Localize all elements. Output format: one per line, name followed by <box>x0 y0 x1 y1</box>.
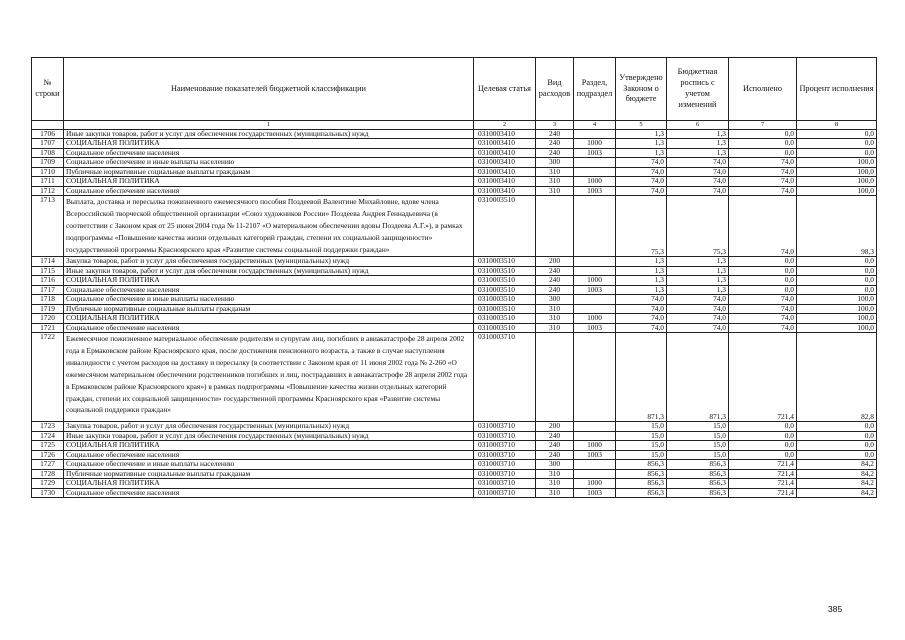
percent-cell: 0,0 <box>797 441 877 451</box>
indicator-name-cell: СОЦИАЛЬНАЯ ПОЛИТИКА <box>64 314 474 324</box>
row-number-cell: 1725 <box>32 441 64 451</box>
approved-cell: 15,0 <box>616 431 667 441</box>
approved-cell: 74,0 <box>616 158 667 168</box>
section-cell <box>574 469 616 479</box>
approved-cell: 74,0 <box>616 314 667 324</box>
target-article-cell: 0310003710 <box>474 450 536 460</box>
approved-cell: 1,3 <box>616 139 667 149</box>
indicator-name-cell: Публичные нормативные социальные выплаты гражданам <box>64 304 474 314</box>
table-row <box>32 323 877 333</box>
row-number-cell: 1729 <box>32 479 64 489</box>
indicator-name-cell: Социальное обеспечение населения <box>64 186 474 196</box>
expense-type-cell: 310 <box>536 323 574 333</box>
executed-cell: 721,4 <box>729 333 797 422</box>
target-article-cell: 0310003710 <box>474 422 536 432</box>
approved-cell: 871,3 <box>616 333 667 422</box>
budget-cell: 74,0 <box>667 158 729 168</box>
column-number <box>32 121 64 130</box>
percent-cell: 84,2 <box>797 479 877 489</box>
table-row <box>32 469 877 479</box>
header-budget-schedule: Бюджетная роспись с учетом изменений <box>667 58 729 121</box>
target-article-cell: 0310003410 <box>474 177 536 187</box>
target-article-cell: 0310003710 <box>474 488 536 498</box>
target-article-cell: 0310003410 <box>474 139 536 149</box>
expense-type-cell <box>536 333 574 422</box>
expense-type-cell: 240 <box>536 276 574 286</box>
row-number-cell: 1726 <box>32 450 64 460</box>
indicator-name-cell: Иные закупки товаров, работ и услуг для обеспечения государственных (муниципальных) нужд <box>64 266 474 276</box>
approved-cell: 856,3 <box>616 479 667 489</box>
approved-cell: 1,3 <box>616 276 667 286</box>
indicator-name-cell: Социальное обеспечение и иные выплаты населению <box>64 158 474 168</box>
row-number-cell: 1727 <box>32 460 64 470</box>
table-row <box>32 257 877 267</box>
row-number-cell: 1712 <box>32 186 64 196</box>
section-cell: 1003 <box>574 450 616 460</box>
section-cell: 1003 <box>574 148 616 158</box>
expense-type-cell: 310 <box>536 469 574 479</box>
row-number-cell: 1717 <box>32 285 64 295</box>
table-row <box>32 488 877 498</box>
percent-cell: 0,0 <box>797 422 877 432</box>
column-number: 2 <box>474 121 536 130</box>
table-row <box>32 295 877 305</box>
section-cell <box>574 295 616 305</box>
budget-cell: 856,3 <box>667 479 729 489</box>
row-number-cell: 1709 <box>32 158 64 168</box>
budget-cell: 15,0 <box>667 431 729 441</box>
row-number-cell: 1722 <box>32 333 64 422</box>
indicator-name-cell: Социальное обеспечение и иные выплаты населению <box>64 460 474 470</box>
column-number: 1 <box>64 121 474 130</box>
target-article-cell: 0310003510 <box>474 304 536 314</box>
section-cell <box>574 460 616 470</box>
target-article-cell: 0310003410 <box>474 129 536 139</box>
percent-cell: 0,0 <box>797 257 877 267</box>
executed-cell: 0,0 <box>729 129 797 139</box>
target-article-cell: 0310003510 <box>474 257 536 267</box>
row-number-cell: 1714 <box>32 257 64 267</box>
approved-cell: 74,0 <box>616 186 667 196</box>
section-cell <box>574 304 616 314</box>
target-article-cell: 0310003510 <box>474 285 536 295</box>
expense-type-cell <box>536 196 574 257</box>
executed-cell: 74,0 <box>729 304 797 314</box>
executed-cell: 0,0 <box>729 148 797 158</box>
approved-cell: 75,3 <box>616 196 667 257</box>
section-cell: 1000 <box>574 177 616 187</box>
target-article-cell: 0310003410 <box>474 167 536 177</box>
column-number: 5 <box>616 121 667 130</box>
approved-cell: 15,0 <box>616 450 667 460</box>
section-cell: 1000 <box>574 441 616 451</box>
row-number-cell: 1710 <box>32 167 64 177</box>
row-number-cell: 1718 <box>32 295 64 305</box>
percent-cell: 0,0 <box>797 276 877 286</box>
target-article-cell: 0310003510 <box>474 314 536 324</box>
executed-cell: 0,0 <box>729 276 797 286</box>
table-row <box>32 177 877 187</box>
expense-type-cell: 310 <box>536 186 574 196</box>
table-row <box>32 186 877 196</box>
header-expense-type: Вид расходов <box>536 58 574 121</box>
executed-cell: 0,0 <box>729 441 797 451</box>
target-article-cell: 0310003710 <box>474 479 536 489</box>
header-row-number: № строки <box>32 58 64 121</box>
row-number-cell: 1724 <box>32 431 64 441</box>
indicator-name-cell: Социальное обеспечение и иные выплаты населению <box>64 295 474 305</box>
executed-cell: 721,4 <box>729 488 797 498</box>
budget-cell: 1,3 <box>667 139 729 149</box>
table-row <box>32 314 877 324</box>
executed-cell: 74,0 <box>729 314 797 324</box>
budget-cell: 15,0 <box>667 422 729 432</box>
expense-type-cell: 310 <box>536 177 574 187</box>
expense-type-cell: 300 <box>536 158 574 168</box>
expense-type-cell: 240 <box>536 129 574 139</box>
row-number-cell: 1713 <box>32 196 64 257</box>
executed-cell: 0,0 <box>729 431 797 441</box>
header-percent: Процент исполнения <box>797 58 877 121</box>
target-article-cell: 0310003410 <box>474 148 536 158</box>
section-cell <box>574 129 616 139</box>
approved-cell: 74,0 <box>616 323 667 333</box>
table-row <box>32 285 877 295</box>
section-cell: 1003 <box>574 186 616 196</box>
target-article-cell: 0310003510 <box>474 295 536 305</box>
expense-type-cell: 240 <box>536 431 574 441</box>
executed-cell: 721,4 <box>729 479 797 489</box>
approved-cell: 74,0 <box>616 177 667 187</box>
table-row <box>32 431 877 441</box>
percent-cell: 0,0 <box>797 266 877 276</box>
percent-cell: 84,2 <box>797 460 877 470</box>
table-row <box>32 479 877 489</box>
table-row <box>32 139 877 149</box>
approved-cell: 1,3 <box>616 129 667 139</box>
percent-cell: 98,3 <box>797 196 877 257</box>
budget-cell: 856,3 <box>667 469 729 479</box>
executed-cell: 0,0 <box>729 257 797 267</box>
expense-type-cell: 300 <box>536 460 574 470</box>
row-number-cell: 1706 <box>32 129 64 139</box>
header-indicator-name: Наименование показателей бюджетной классификации <box>64 58 474 121</box>
approved-cell: 15,0 <box>616 441 667 451</box>
row-number-cell: 1708 <box>32 148 64 158</box>
row-number-cell: 1711 <box>32 177 64 187</box>
target-article-cell: 0310003510 <box>474 196 536 257</box>
indicator-name-cell: Выплата, доставка и пересылка пожизненного ежемесячного пособия Поздеевой Валентине Михайловне, вдове члена Всероссийской творческой общественной организации «Союз художников России» Поздеева Андрея Геннадьевича (в соответствии с Законом края от 25 июня 2004 года № 11-2107 «О материальном обеспечении вдовы Поздеева А.Г.»), в рамках подпрограммы «Повышение качества жизни отдельных категорий граждан, степени их социальной защищенности» государственной программы Красноярского края «Развитие системы социальной поддержки граждан» <box>64 196 474 257</box>
percent-cell: 84,2 <box>797 469 877 479</box>
indicator-name-cell: Социальное обеспечение населения <box>64 450 474 460</box>
table-row <box>32 196 877 257</box>
target-article-cell: 0310003710 <box>474 469 536 479</box>
row-number-cell: 1723 <box>32 422 64 432</box>
table-row <box>32 450 877 460</box>
column-number: 6 <box>667 121 729 130</box>
row-number-cell: 1728 <box>32 469 64 479</box>
target-article-cell: 0310003710 <box>474 333 536 422</box>
percent-cell: 0,0 <box>797 285 877 295</box>
table-row <box>32 158 877 168</box>
percent-cell: 84,2 <box>797 488 877 498</box>
table-row <box>32 422 877 432</box>
percent-cell: 0,0 <box>797 450 877 460</box>
expense-type-cell: 240 <box>536 266 574 276</box>
approved-cell: 74,0 <box>616 167 667 177</box>
percent-cell: 0,0 <box>797 148 877 158</box>
table-row <box>32 304 877 314</box>
row-number-cell: 1719 <box>32 304 64 314</box>
indicator-name-cell: Иные закупки товаров, работ и услуг для обеспечения государственных (муниципальных) нужд <box>64 129 474 139</box>
section-cell <box>574 257 616 267</box>
executed-cell: 74,0 <box>729 196 797 257</box>
row-number-cell: 1715 <box>32 266 64 276</box>
indicator-name-cell: Ежемесячное пожизненное материальное обеспечение родителям и супругам лиц, погибших в авиакатастрофе 28 апреля 2002 года в Ермаковском районе Красноярского края, после достижения пенсионного возраста, а также в случае наступления инвалидности с учетом расходов на доставку и пересылку (в соответствии с Законом края от 11 июня 2002 года № 2-260 «О ежемесячном материальном обеспечении родственников погибших и лиц, пострадавших в авиакатастрофе 28 апреля 2002 года в Ермаковском районе Красноярского края») в рамках подпрограммы «Повышение качества жизни отдельных категорий граждан, степени их социальной защищенности» государственной программы Красноярского края «Развитие системы социальной поддержки граждан» <box>64 333 474 422</box>
budget-cell: 75,3 <box>667 196 729 257</box>
executed-cell: 721,4 <box>729 469 797 479</box>
header-executed: Исполнено <box>729 58 797 121</box>
expense-type-cell: 310 <box>536 167 574 177</box>
section-cell <box>574 196 616 257</box>
percent-cell: 0,0 <box>797 129 877 139</box>
budget-cell: 1,3 <box>667 276 729 286</box>
table-row <box>32 148 877 158</box>
row-number-cell: 1730 <box>32 488 64 498</box>
section-cell <box>574 158 616 168</box>
executed-cell: 0,0 <box>729 285 797 295</box>
indicator-name-cell: СОЦИАЛЬНАЯ ПОЛИТИКА <box>64 139 474 149</box>
column-number: 8 <box>797 121 877 130</box>
section-cell <box>574 431 616 441</box>
expense-type-cell: 240 <box>536 441 574 451</box>
percent-cell: 0,0 <box>797 431 877 441</box>
executed-cell: 74,0 <box>729 177 797 187</box>
target-article-cell: 0310003410 <box>474 158 536 168</box>
section-cell: 1000 <box>574 314 616 324</box>
indicator-name-cell: СОЦИАЛЬНАЯ ПОЛИТИКА <box>64 177 474 187</box>
table-row <box>32 129 877 139</box>
budget-cell: 74,0 <box>667 323 729 333</box>
indicator-name-cell: Публичные нормативные социальные выплаты гражданам <box>64 167 474 177</box>
approved-cell: 1,3 <box>616 266 667 276</box>
expense-type-cell: 310 <box>536 304 574 314</box>
budget-cell: 74,0 <box>667 177 729 187</box>
executed-cell: 74,0 <box>729 186 797 196</box>
percent-cell: 100,0 <box>797 186 877 196</box>
table-row <box>32 333 877 422</box>
budget-table <box>31 57 877 498</box>
target-article-cell: 0310003710 <box>474 431 536 441</box>
budget-cell: 74,0 <box>667 295 729 305</box>
column-number: 7 <box>729 121 797 130</box>
expense-type-cell: 240 <box>536 148 574 158</box>
budget-cell: 1,3 <box>667 285 729 295</box>
header-target-article: Целевая статья <box>474 58 536 121</box>
section-cell: 1003 <box>574 285 616 295</box>
target-article-cell: 0310003510 <box>474 266 536 276</box>
table-header <box>32 58 877 130</box>
executed-cell: 0,0 <box>729 139 797 149</box>
budget-cell: 74,0 <box>667 304 729 314</box>
section-cell: 1003 <box>574 488 616 498</box>
row-number-cell: 1721 <box>32 323 64 333</box>
percent-cell: 100,0 <box>797 295 877 305</box>
indicator-name-cell: Закупка товаров, работ и услуг для обеспечения государственных (муниципальных) нужд <box>64 257 474 267</box>
executed-cell: 74,0 <box>729 167 797 177</box>
budget-cell: 1,3 <box>667 148 729 158</box>
budget-cell: 1,3 <box>667 257 729 267</box>
budget-cell: 74,0 <box>667 314 729 324</box>
indicator-name-cell: Публичные нормативные социальные выплаты гражданам <box>64 469 474 479</box>
approved-cell: 74,0 <box>616 304 667 314</box>
executed-cell: 74,0 <box>729 323 797 333</box>
section-cell <box>574 266 616 276</box>
executed-cell: 0,0 <box>729 422 797 432</box>
budget-cell: 1,3 <box>667 129 729 139</box>
row-number-cell: 1716 <box>32 276 64 286</box>
row-number-cell: 1720 <box>32 314 64 324</box>
budget-cell: 15,0 <box>667 450 729 460</box>
executed-cell: 74,0 <box>729 295 797 305</box>
indicator-name-cell: СОЦИАЛЬНАЯ ПОЛИТИКА <box>64 441 474 451</box>
approved-cell: 1,3 <box>616 257 667 267</box>
percent-cell: 100,0 <box>797 323 877 333</box>
indicator-name-cell: Социальное обеспечение населения <box>64 285 474 295</box>
table-row <box>32 276 877 286</box>
expense-type-cell: 310 <box>536 479 574 489</box>
section-cell <box>574 333 616 422</box>
column-number-row <box>32 121 877 130</box>
budget-cell: 856,3 <box>667 488 729 498</box>
approved-cell: 856,3 <box>616 469 667 479</box>
budget-cell: 74,0 <box>667 167 729 177</box>
budget-cell: 871,3 <box>667 333 729 422</box>
target-article-cell: 0310003410 <box>474 186 536 196</box>
percent-cell: 100,0 <box>797 177 877 187</box>
expense-type-cell: 310 <box>536 314 574 324</box>
approved-cell: 15,0 <box>616 422 667 432</box>
target-article-cell: 0310003710 <box>474 460 536 470</box>
section-cell <box>574 167 616 177</box>
indicator-name-cell: СОЦИАЛЬНАЯ ПОЛИТИКА <box>64 276 474 286</box>
header-approved: Утверждено Законом о бюджете <box>616 58 667 121</box>
percent-cell: 82,8 <box>797 333 877 422</box>
budget-cell: 15,0 <box>667 441 729 451</box>
expense-type-cell: 310 <box>536 488 574 498</box>
approved-cell: 74,0 <box>616 295 667 305</box>
expense-type-cell: 240 <box>536 285 574 295</box>
column-number: 4 <box>574 121 616 130</box>
executed-cell: 721,4 <box>729 460 797 470</box>
indicator-name-cell: Социальное обеспечение населения <box>64 323 474 333</box>
approved-cell: 856,3 <box>616 488 667 498</box>
row-number-cell: 1707 <box>32 139 64 149</box>
section-cell <box>574 422 616 432</box>
section-cell: 1000 <box>574 479 616 489</box>
table-row <box>32 441 877 451</box>
indicator-name-cell: Закупка товаров, работ и услуг для обеспечения государственных (муниципальных) нужд <box>64 422 474 432</box>
table-row <box>32 460 877 470</box>
column-number: 3 <box>536 121 574 130</box>
expense-type-cell: 240 <box>536 139 574 149</box>
expense-type-cell: 240 <box>536 450 574 460</box>
budget-cell: 856,3 <box>667 460 729 470</box>
section-cell: 1003 <box>574 323 616 333</box>
header-section: Раздел, подраздел <box>574 58 616 121</box>
indicator-name-cell: СОЦИАЛЬНАЯ ПОЛИТИКА <box>64 479 474 489</box>
table-row <box>32 266 877 276</box>
section-cell: 1000 <box>574 139 616 149</box>
percent-cell: 100,0 <box>797 314 877 324</box>
indicator-name-cell: Иные закупки товаров, работ и услуг для обеспечения государственных (муниципальных) нужд <box>64 431 474 441</box>
approved-cell: 1,3 <box>616 285 667 295</box>
budget-cell: 1,3 <box>667 266 729 276</box>
percent-cell: 100,0 <box>797 167 877 177</box>
expense-type-cell: 300 <box>536 295 574 305</box>
target-article-cell: 0310003510 <box>474 276 536 286</box>
expense-type-cell: 200 <box>536 422 574 432</box>
table-body <box>32 129 877 498</box>
approved-cell: 1,3 <box>616 148 667 158</box>
percent-cell: 0,0 <box>797 139 877 149</box>
page-number: 385 <box>828 604 843 614</box>
executed-cell: 0,0 <box>729 450 797 460</box>
approved-cell: 856,3 <box>616 460 667 470</box>
target-article-cell: 0310003510 <box>474 323 536 333</box>
target-article-cell: 0310003710 <box>474 441 536 451</box>
section-cell: 1000 <box>574 276 616 286</box>
executed-cell: 0,0 <box>729 266 797 276</box>
executed-cell: 74,0 <box>729 158 797 168</box>
budget-cell: 74,0 <box>667 186 729 196</box>
indicator-name-cell: Социальное обеспечение населения <box>64 148 474 158</box>
percent-cell: 100,0 <box>797 158 877 168</box>
expense-type-cell: 200 <box>536 257 574 267</box>
table-row <box>32 167 877 177</box>
indicator-name-cell: Социальное обеспечение населения <box>64 488 474 498</box>
percent-cell: 100,0 <box>797 304 877 314</box>
